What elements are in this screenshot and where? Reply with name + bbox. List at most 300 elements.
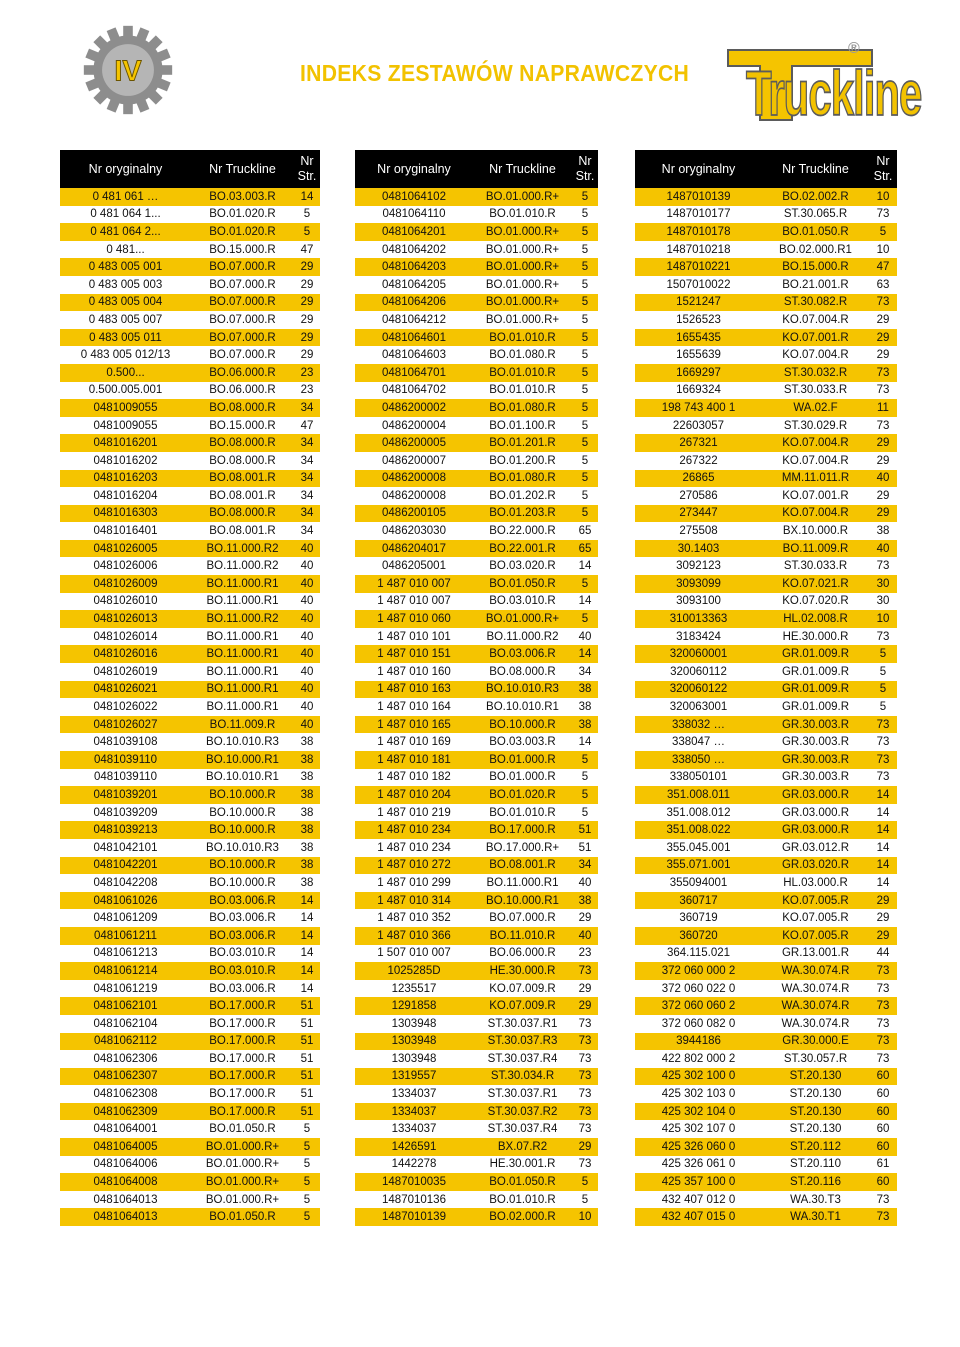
table-row — [60, 1208, 320, 1226]
table-row — [635, 241, 897, 259]
cell-truckline-number: BO.11.000.R1 — [206, 595, 279, 608]
cell-page-number: 5 — [581, 613, 589, 626]
cell-page-number: 5 — [581, 577, 589, 590]
table-row — [635, 1156, 897, 1174]
cell-page-number: 73 — [876, 1000, 890, 1013]
table-row — [635, 382, 897, 400]
table-row — [635, 804, 897, 822]
cell-page-number: 30 — [876, 577, 890, 590]
cell-page-number: 29 — [876, 912, 890, 925]
cell-truckline-number: BO.17.000.R — [209, 1017, 276, 1030]
table-row — [635, 311, 897, 329]
cell-truckline-number: KO.07.020.R — [782, 595, 849, 608]
cell-truckline-number: BO.11.000.R1 — [486, 876, 559, 889]
cell-original-number: 1 487 010 234 — [377, 824, 451, 837]
table-row — [60, 927, 320, 945]
cell-original-number: 1303948 — [391, 1035, 437, 1048]
cell-truckline-number: BO.02.002.R — [782, 190, 849, 203]
cell-page-number: 5 — [303, 1211, 311, 1224]
table-body — [355, 188, 598, 1226]
cell-page-number: 73 — [876, 1035, 890, 1048]
cell-truckline-number: BO.01.000.R — [489, 771, 556, 784]
cell-page-number: 14 — [876, 841, 890, 854]
table-row — [60, 1103, 320, 1121]
cell-page-number: 38 — [300, 876, 314, 889]
table-row — [60, 733, 320, 751]
table-row — [355, 434, 598, 452]
table-row — [635, 1173, 897, 1191]
table-row — [355, 839, 598, 857]
cell-page-number: 60 — [876, 1140, 890, 1153]
table-row — [60, 470, 320, 488]
table-row — [60, 223, 320, 241]
table-row — [60, 276, 320, 294]
cell-truckline-number: BO.17.000.R — [209, 1070, 276, 1083]
cell-original-number: 0481064006 — [93, 1158, 158, 1171]
cell-original-number: 0481062101 — [93, 1000, 158, 1013]
table-row — [355, 980, 598, 998]
cell-page-number: 73 — [876, 296, 890, 309]
cell-page-number: 40 — [300, 665, 314, 678]
cell-page-number: 38 — [578, 894, 592, 907]
cell-truckline-number: BO.02.000.R1 — [779, 243, 852, 256]
table-row — [355, 821, 598, 839]
cell-original-number: 1 487 010 007 — [377, 577, 451, 590]
cell-page-number: 51 — [300, 1070, 314, 1083]
table-row — [60, 522, 320, 540]
cell-page-number: 65 — [578, 542, 592, 555]
table-row — [635, 716, 897, 734]
table-row — [635, 276, 897, 294]
cell-truckline-number: BO.07.000.R — [209, 313, 276, 326]
table-row — [355, 346, 598, 364]
cell-truckline-number: BO.01.080.R — [489, 401, 556, 414]
logo-text: Truckline — [746, 58, 922, 129]
table-row — [635, 733, 897, 751]
cell-original-number: 0481062112 — [93, 1035, 158, 1048]
table-row — [635, 786, 897, 804]
table-row — [635, 962, 897, 980]
table-row — [355, 786, 598, 804]
cell-original-number: 0481064206 — [382, 296, 446, 309]
cell-page-number: 73 — [876, 736, 890, 749]
cell-page-number: 29 — [578, 912, 592, 925]
table-row — [60, 786, 320, 804]
cell-page-number: 5 — [581, 208, 589, 221]
cell-truckline-number: BO.06.000.R — [489, 947, 556, 960]
table-row — [355, 1173, 598, 1191]
cell-truckline-number: BO.01.080.R — [489, 472, 556, 485]
table-row — [355, 716, 598, 734]
cell-page-number: 73 — [876, 366, 890, 379]
cell-original-number: 275508 — [679, 525, 718, 538]
cell-original-number: 1 487 010 219 — [377, 806, 451, 819]
cell-truckline-number: WA.30.T1 — [790, 1211, 841, 1224]
table-row — [355, 874, 598, 892]
cell-original-number: 1655435 — [676, 331, 721, 344]
cell-page-number: 40 — [578, 929, 592, 942]
table-row — [355, 258, 598, 276]
cell-original-number: 0481064601 — [382, 331, 446, 344]
cell-original-number: 360719 — [679, 912, 718, 925]
cell-truckline-number: BO.11.009.R — [209, 718, 276, 731]
cell-page-number: 73 — [876, 419, 890, 432]
cell-page-number: 40 — [300, 542, 314, 555]
table-row — [635, 575, 897, 593]
table-row — [60, 892, 320, 910]
cell-page-number: 5 — [303, 1193, 311, 1206]
page-header-line2: Str. — [297, 169, 317, 183]
table-row — [60, 980, 320, 998]
cell-truckline-number: BO.17.000.R — [489, 824, 556, 837]
cell-truckline-number: BO.11.000.R1 — [206, 683, 279, 696]
parts-table-2 — [355, 150, 598, 1226]
cell-page-number: 51 — [578, 824, 592, 837]
cell-original-number: 1 487 010 163 — [377, 683, 451, 696]
table-row — [355, 575, 598, 593]
cell-original-number: 0481026006 — [93, 560, 158, 573]
cell-page-number: 29 — [578, 1000, 592, 1013]
cell-page-number: 14 — [876, 806, 890, 819]
cell-page-number: 5 — [879, 648, 887, 661]
table-row — [355, 1156, 598, 1174]
cell-truckline-number: BO.01.000.R+ — [205, 1193, 280, 1206]
cell-truckline-number: BO.06.000.R — [209, 366, 276, 379]
table-row — [355, 294, 598, 312]
cell-truckline-number: BO.11.000.R1 — [206, 665, 279, 678]
cell-truckline-number: BO.03.003.R — [489, 736, 556, 749]
cell-truckline-number: BO.01.000.R+ — [485, 225, 560, 238]
cell-truckline-number: BO.22.000.R — [489, 525, 556, 538]
cell-page-number: 40 — [578, 876, 592, 889]
cell-truckline-number: BO.01.100.R — [489, 419, 556, 432]
table-row — [60, 206, 320, 224]
cell-truckline-number: WA.30.074.R — [781, 982, 850, 995]
cell-truckline-number: BO.08.001.R — [209, 525, 276, 538]
cell-page-number: 14 — [300, 894, 314, 907]
cell-original-number: 3093100 — [676, 595, 721, 608]
table-row — [355, 382, 598, 400]
cell-page-number: 47 — [300, 243, 314, 256]
cell-truckline-number: KO.07.004.R — [782, 454, 849, 467]
column-header-original: Nr oryginalny — [60, 150, 191, 188]
cell-page-number: 34 — [300, 401, 314, 414]
cell-truckline-number: BO.03.006.R — [209, 982, 276, 995]
cell-page-number: 51 — [578, 841, 592, 854]
cell-page-number: 5 — [581, 331, 589, 344]
cell-original-number: 0481016401 — [93, 525, 158, 538]
cell-truckline-number: BO.15.000.R — [209, 419, 276, 432]
cell-page-number: 73 — [876, 1052, 890, 1065]
cell-page-number: 5 — [879, 665, 887, 678]
cell-page-number: 5 — [581, 1176, 589, 1189]
table-row — [60, 364, 320, 382]
cell-original-number: 0481061211 — [93, 929, 158, 942]
cell-page-number: 40 — [876, 472, 890, 485]
table-row — [635, 681, 897, 699]
cell-truckline-number: BO.08.000.R — [209, 437, 276, 450]
cell-original-number: 0486200005 — [382, 437, 446, 450]
cell-truckline-number: BO.07.000.R — [209, 349, 276, 362]
cell-page-number: 38 — [300, 736, 314, 749]
table-row — [635, 1120, 897, 1138]
cell-page-number: 29 — [578, 982, 592, 995]
cell-original-number: 1487010035 — [382, 1176, 446, 1189]
cell-truckline-number: GR.30.003.R — [781, 718, 850, 731]
cell-page-number: 38 — [300, 824, 314, 837]
cell-original-number: 320060112 — [670, 665, 727, 678]
cell-page-number: 73 — [876, 208, 890, 221]
cell-page-number: 5 — [581, 771, 589, 784]
cell-page-number: 34 — [300, 525, 314, 538]
cell-page-number: 14 — [300, 912, 314, 925]
cell-original-number: 425 302 103 0 — [661, 1088, 736, 1101]
cell-original-number: 351.008.022 — [666, 824, 731, 837]
table-row — [635, 892, 897, 910]
table-row — [60, 505, 320, 523]
cell-original-number: 338050 … — [671, 753, 726, 766]
table-row — [60, 663, 320, 681]
cell-page-number: 14 — [578, 736, 592, 749]
table-row — [355, 1138, 598, 1156]
cell-truckline-number: HE.30.000.R — [489, 964, 556, 977]
registered-mark: ® — [848, 40, 860, 57]
cell-original-number: 0481026027 — [93, 718, 158, 731]
table-row — [60, 294, 320, 312]
column-header-original: Nr oryginalny — [355, 150, 473, 188]
cell-original-number: 1487010177 — [666, 208, 731, 221]
cell-original-number: 425 302 100 0 — [661, 1070, 736, 1083]
cell-original-number: 0486203030 — [382, 525, 446, 538]
cell-page-number: 29 — [876, 454, 890, 467]
table-row — [60, 188, 320, 206]
cell-truckline-number: KO.07.001.R — [782, 331, 849, 344]
cell-page-number: 40 — [300, 560, 314, 573]
cell-original-number: 0486200002 — [382, 401, 446, 414]
cell-original-number: 1426591 — [391, 1140, 437, 1153]
cell-truckline-number: GR.30.003.R — [781, 736, 850, 749]
cell-original-number: 0481064702 — [382, 384, 446, 397]
table-row — [60, 258, 320, 276]
cell-page-number: 14 — [578, 595, 592, 608]
cell-page-number: 5 — [581, 788, 589, 801]
table-row — [635, 1068, 897, 1086]
cell-page-number: 34 — [578, 665, 592, 678]
cell-truckline-number: BO.07.000.R — [209, 261, 276, 274]
column-header-page — [869, 150, 897, 188]
cell-truckline-number: BO.06.000.R — [209, 384, 276, 397]
cell-original-number: 0481064701 — [382, 366, 446, 379]
table-row — [635, 945, 897, 963]
cell-truckline-number: BO.03.020.R — [489, 560, 556, 573]
cell-truckline-number: BO.03.010.R — [209, 964, 276, 977]
cell-original-number: 0481064013 — [93, 1211, 158, 1224]
table-row — [60, 1156, 320, 1174]
cell-truckline-number: ST.20.130 — [789, 1123, 842, 1136]
cell-original-number: 338047 … — [671, 736, 726, 749]
cell-truckline-number: BO.08.001.R — [209, 472, 276, 485]
cell-page-number: 38 — [578, 718, 592, 731]
cell-page-number: 73 — [578, 1035, 592, 1048]
table-row — [60, 909, 320, 927]
table-row — [635, 329, 897, 347]
cell-page-number: 73 — [578, 964, 592, 977]
cell-truckline-number: BO.17.000.R — [209, 1105, 276, 1118]
cell-original-number: 425 357 100 0 — [661, 1176, 736, 1189]
cell-page-number: 60 — [876, 1123, 890, 1136]
cell-truckline-number: GR.30.003.R — [781, 771, 850, 784]
cell-page-number: 5 — [581, 1193, 589, 1206]
cell-truckline-number: GR.03.000.R — [781, 806, 850, 819]
cell-page-number: 5 — [581, 190, 589, 203]
cell-truckline-number: BO.01.000.R+ — [485, 296, 560, 309]
cell-original-number: 0481026005 — [93, 542, 158, 555]
cell-original-number: 1669324 — [676, 384, 721, 397]
cell-page-number: 65 — [578, 525, 592, 538]
cell-truckline-number: BO.01.000.R+ — [485, 243, 560, 256]
cell-truckline-number: KO.07.004.R — [782, 313, 849, 326]
cell-original-number: 1 487 010 007 — [377, 595, 451, 608]
table-row — [60, 417, 320, 435]
table-row — [635, 188, 897, 206]
cell-original-number: 0481042208 — [93, 876, 158, 889]
cell-truckline-number: BO.01.202.R — [489, 489, 556, 502]
cell-original-number: 320063001 — [669, 701, 728, 714]
table-row — [60, 1085, 320, 1103]
cell-original-number: 355094001 — [669, 876, 728, 889]
table-row — [635, 1085, 897, 1103]
cell-truckline-number: ST.30.037.R1 — [487, 1017, 558, 1030]
table-row — [355, 276, 598, 294]
cell-page-number: 10 — [876, 243, 890, 256]
cell-original-number: 1507010022 — [666, 278, 731, 291]
cell-page-number: 5 — [303, 1123, 311, 1136]
table-row — [60, 1138, 320, 1156]
table-row — [355, 681, 598, 699]
cell-original-number: 0481061026 — [93, 894, 158, 907]
cell-original-number: 425 302 104 0 — [661, 1105, 736, 1118]
table-row — [635, 909, 897, 927]
cell-original-number: 0 483 005 003 — [88, 278, 163, 291]
cell-truckline-number: BO.17.000.R+ — [485, 841, 560, 854]
cell-original-number: 1025285D — [387, 964, 441, 977]
cell-page-number: 60 — [876, 1070, 890, 1083]
cell-page-number: 29 — [300, 331, 314, 344]
table-row — [60, 540, 320, 558]
cell-truckline-number: BO.01.000.R+ — [205, 1176, 280, 1189]
cell-truckline-number: GR.01.009.R — [781, 683, 850, 696]
cell-truckline-number: BO.01.200.R — [489, 454, 556, 467]
cell-truckline-number: BO.10.000.R1 — [206, 753, 279, 766]
table-row — [635, 522, 897, 540]
cell-truckline-number: KO.07.005.R — [782, 912, 849, 925]
cell-page-number: 5 — [581, 454, 589, 467]
cell-page-number: 11 — [877, 401, 889, 414]
cell-page-number: 40 — [300, 595, 314, 608]
table-row — [60, 329, 320, 347]
cell-page-number: 10 — [876, 613, 890, 626]
cell-original-number: 0481026010 — [93, 595, 158, 608]
cell-original-number: 0481026014 — [93, 630, 158, 643]
table-row — [635, 645, 897, 663]
cell-page-number: 51 — [300, 1052, 314, 1065]
table-row — [355, 206, 598, 224]
cell-original-number: 355.045.001 — [666, 841, 731, 854]
cell-page-number: 14 — [876, 859, 890, 872]
cell-original-number: 0481026021 — [93, 683, 158, 696]
cell-original-number: 0481039110 — [93, 753, 158, 766]
cell-original-number: 3093099 — [676, 577, 721, 590]
cell-original-number: 1334037 — [391, 1105, 437, 1118]
cell-truckline-number: BO.08.000.R — [209, 401, 276, 414]
cell-truckline-number: BO.01.050.R — [782, 225, 849, 238]
cell-truckline-number: BO.01.000.R+ — [485, 261, 560, 274]
cell-truckline-number: BO.11.000.R2 — [206, 560, 279, 573]
cell-truckline-number: BO.10.010.R1 — [486, 701, 559, 714]
table-row — [355, 751, 598, 769]
cell-truckline-number: ST.30.037.R4 — [487, 1123, 558, 1136]
cell-page-number: 5 — [581, 489, 589, 502]
cell-truckline-number: HL.03.000.R — [783, 876, 848, 889]
cell-truckline-number: BO.11.009.R — [782, 542, 849, 555]
cell-original-number: 0481062104 — [93, 1017, 158, 1030]
cell-page-number: 23 — [300, 384, 314, 397]
page-header-line1: Nr — [578, 154, 592, 168]
cell-truckline-number: BO.22.001.R — [489, 542, 556, 555]
cell-page-number: 73 — [578, 1123, 592, 1136]
table-row — [635, 294, 897, 312]
cell-truckline-number: BO.10.000.R — [209, 824, 276, 837]
cell-original-number: 1 487 010 060 — [377, 613, 451, 626]
gear-icon — [80, 22, 176, 118]
cell-page-number: 5 — [581, 384, 589, 397]
cell-page-number: 73 — [876, 771, 890, 784]
cell-page-number: 73 — [578, 1158, 592, 1171]
section-title: INDEKS ZESTAWÓW NAPRAWCZYCH — [300, 60, 690, 86]
cell-truckline-number: BO.01.000.R+ — [205, 1158, 280, 1171]
cell-original-number: 0481026016 — [93, 648, 158, 661]
cell-original-number: 1235517 — [391, 982, 437, 995]
cell-original-number: 0 481 064 2... — [90, 225, 161, 238]
cell-truckline-number: BO.10.000.R — [489, 718, 556, 731]
cell-page-number: 5 — [581, 278, 589, 291]
cell-original-number: 0481064205 — [382, 278, 446, 291]
table-row — [635, 346, 897, 364]
cell-original-number: 0481064005 — [93, 1140, 158, 1153]
table-body — [635, 188, 897, 1226]
cell-page-number: 38 — [300, 841, 314, 854]
cell-original-number: 0 483 005 011 — [89, 331, 162, 344]
cell-original-number: 0 483 005 012/13 — [80, 349, 171, 362]
table-row — [355, 540, 598, 558]
cell-truckline-number: BO.01.201.R — [489, 437, 556, 450]
cell-page-number: 73 — [876, 964, 890, 977]
table-row — [355, 364, 598, 382]
cell-original-number: 1 487 010 160 — [377, 665, 451, 678]
cell-page-number: 5 — [581, 349, 589, 362]
cell-page-number: 5 — [581, 243, 589, 256]
cell-page-number: 29 — [300, 296, 314, 309]
cell-truckline-number: BO.01.010.R — [489, 366, 556, 379]
table-row — [355, 857, 598, 875]
cell-truckline-number: BO.10.010.R3 — [206, 841, 279, 854]
table-row — [635, 487, 897, 505]
cell-truckline-number: BO.01.020.R — [209, 225, 276, 238]
table-row — [635, 997, 897, 1015]
table-row — [355, 241, 598, 259]
table-row — [355, 452, 598, 470]
cell-page-number: 29 — [300, 261, 314, 274]
